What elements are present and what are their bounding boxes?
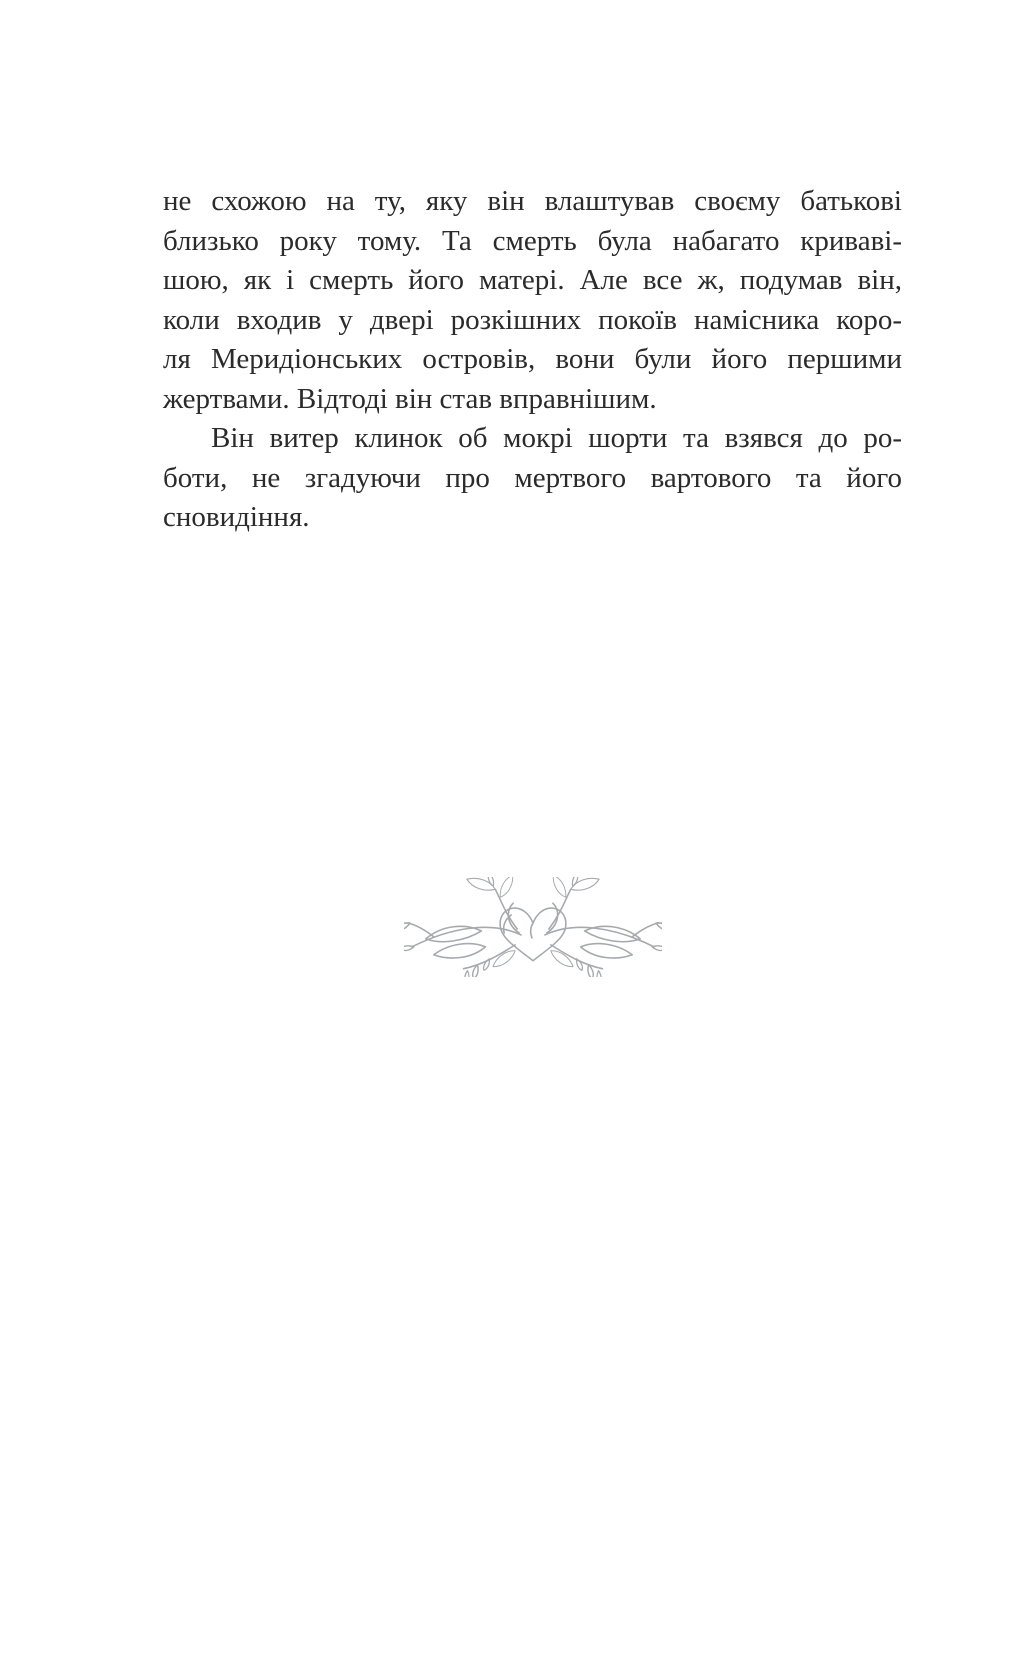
paragraph xyxy=(163,419,902,538)
floral-heart-divider-icon xyxy=(404,877,662,977)
text-line: сновидіння. xyxy=(163,501,310,533)
text-block xyxy=(163,182,902,538)
text-line: ля Меридіонських островів, вони були його першими xyxy=(163,343,902,375)
text-line: не схожою на ту, яку він влаштував своєму батькові xyxy=(163,185,902,217)
text-line: коли входив у двері розкішних покоїв намісника коро- xyxy=(163,303,902,336)
text-line: жертвами. Відтоді він став вправнішим. xyxy=(163,382,657,415)
text-line: близько року тому. Та смерть була набагато криваві- xyxy=(163,224,902,257)
text-line: шою, як і смерть його матері. Але все ж, подумав він, xyxy=(163,264,902,296)
ornament-wrap xyxy=(163,877,902,977)
text-line: боти, не згадуючи про мертвого вартового та його xyxy=(163,461,902,494)
text-line: Він витер клинок об мокрі шорти та взявся до ро- xyxy=(211,422,902,454)
ornament-strokes xyxy=(404,877,662,977)
paragraph xyxy=(163,182,902,419)
